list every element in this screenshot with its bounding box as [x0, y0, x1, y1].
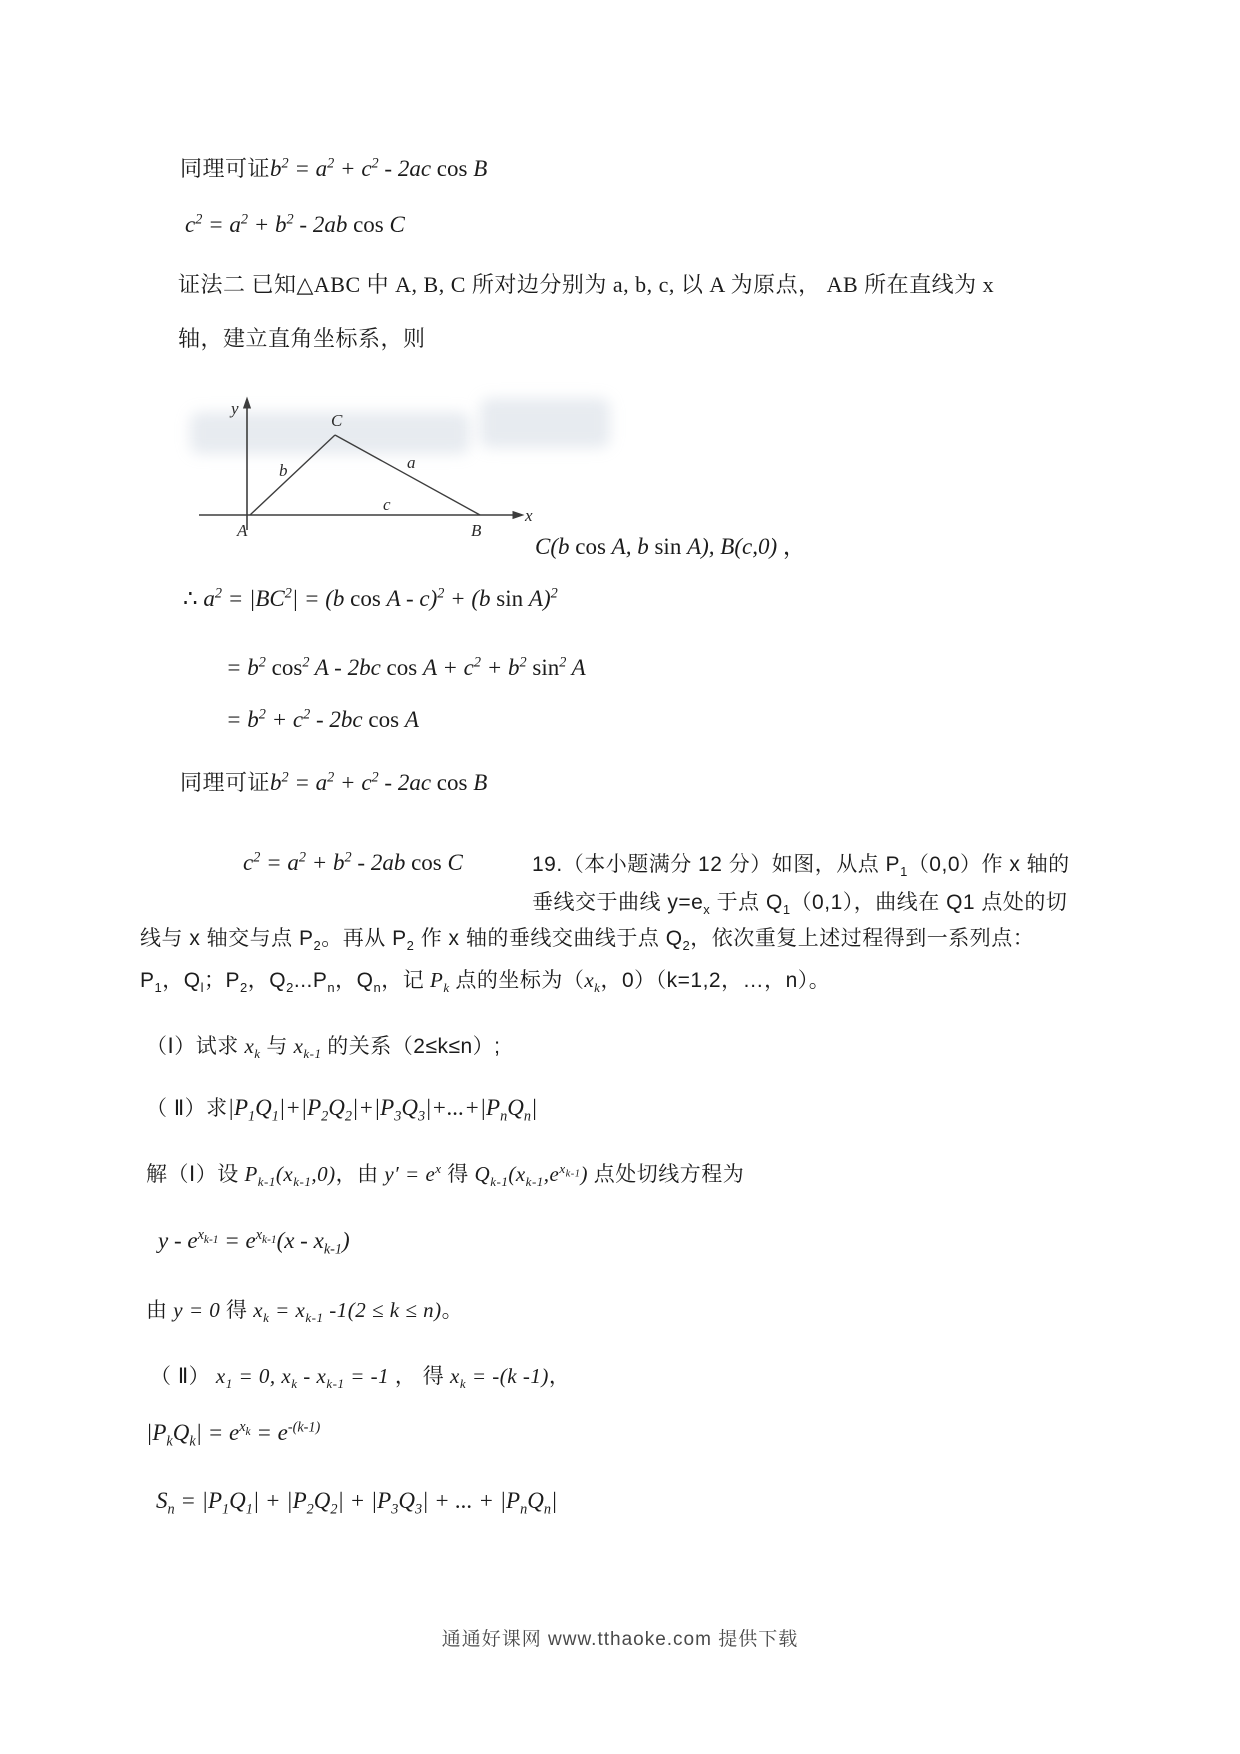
problem19-part1: （Ⅰ）试求 $x_k$ 与 $x_{k-1}$ 的关系（2≤k≤n）;: [146, 1034, 501, 1062]
proof-similarly-line-1: [180, 152, 487, 183]
derive-line-1: ∴ $a^2 = |BC^2| = (b$ cos A - c)$^2$ + (b sin A)$^2$: [183, 585, 558, 611]
coords-line: C(b cos A, b sin A), B(c,0) ，: [535, 534, 806, 559]
method2-paragraph-line1: 证法二 已知△ABC 中 A, B, C 所对边分别为 a, b, c, 以 A 为原点， AB 所在直线为 x: [178, 272, 995, 297]
formula-c-squared-top: $c^2 = a^2 + b^2 - 2ab$ cos C: [185, 211, 405, 237]
axis-x-label: x: [525, 506, 533, 525]
vertex-a-label: A: [237, 521, 248, 540]
derive-line-2: = $b^2$ $\cos^2 A - 2bc$ $\cos A + c^2 + b^2$ $\sin^2 A$: [226, 654, 586, 680]
side-a-label: a: [407, 453, 416, 472]
derive-line-3: = $b^2 + c^2 - 2bc$ cos A: [226, 706, 419, 732]
solution-step6: $S_n = |P_1Q_1| + |P_2Q_2| + |P_3Q_3|$ + ... + $|P_nQ_n|$: [156, 1488, 558, 1518]
footer-download-note: 通通好课网 www.tthaoke.com 提供下载: [441, 1629, 799, 1650]
problem19-line2: 垂线交于曲线 $y=e_x$ 于点 $Q_1(0,1)$，曲线在 Q1 点处的切: [532, 891, 1068, 918]
solution-step5: $|P_kQ_k| = e^{x_k} = e^{-(k-1)}$: [146, 1419, 321, 1450]
solution-step3: 由 y = 0 得 $x_k = x_{k-1}$ -1(2 ≤ k ≤ n)。: [146, 1298, 464, 1326]
part2-sum-expression: $|P_1Q_1|+|P_2Q_2|+|P_3Q_3|+...+|P_nQ_n|$: [227, 1095, 538, 1125]
problem19-line1: 19.（本小题满分 12 分）如图，从点 $P_1(0,0)$作 x 轴的: [532, 853, 1070, 880]
problem19-line3: 线与 x 轴交与点 $P_2$。再从 $P_2$ 作 x 轴的垂线交曲线于点 $Q_2$，依次重复上述过程得到一系列点：: [140, 927, 1035, 954]
part2-label: （ Ⅱ）求: [146, 1097, 228, 1120]
solution-step2: $y - e^{x_{k-1}} = e^{x_{k-1}}(x - x_{k-1})$: [158, 1227, 350, 1258]
axis-y-label: y: [231, 399, 239, 418]
side-b-label: b: [279, 461, 288, 480]
vertex-b-label: B: [471, 521, 482, 540]
proof-similarly-label-2: 同理可证: [180, 770, 271, 795]
proof-similarly-label-1: 同理可证: [180, 156, 271, 181]
formula-b-squared-2: $b^2 = a^2 + c^2 - 2ac$ cos B: [270, 769, 488, 795]
vertex-c-label: C: [331, 411, 343, 430]
proof-similarly-line-2: [180, 766, 487, 797]
method2-paragraph-line2: 轴，建立直角坐标系，则: [178, 326, 426, 351]
side-c-label: c: [383, 495, 391, 514]
formula-b-squared-1: $b^2 = a^2 + c^2 - 2ac$ cos B: [270, 155, 488, 181]
problem19-line4: $P_1$，$Q_l$；$P_2$，$Q_2...P_n$，$Q_n$，记 $P_k$ 点的坐标为（$x_k$，0）（k=1,2，…，n）。: [140, 968, 831, 996]
solution-step4: （ Ⅱ） $x_1 = 0$, $x_k - x_{k-1} = -1$ ， 得 $x_k = -(k$ -1)，: [150, 1364, 571, 1392]
triangle-diagram: [185, 388, 545, 558]
formula-c-squared-bottom: $c^2 = a^2 + b^2 - 2ab$ cos C: [243, 849, 463, 875]
solution-step1: 解（Ⅰ）设 $P_{k-1}(x_{k-1},0)$，由 $y' = e^x$ 得 $Q_{k-1}(x_{k-1},e^{x_{k-1}})$ 点处切线方程为: [146, 1161, 745, 1190]
problem19-part2: [146, 1092, 538, 1125]
